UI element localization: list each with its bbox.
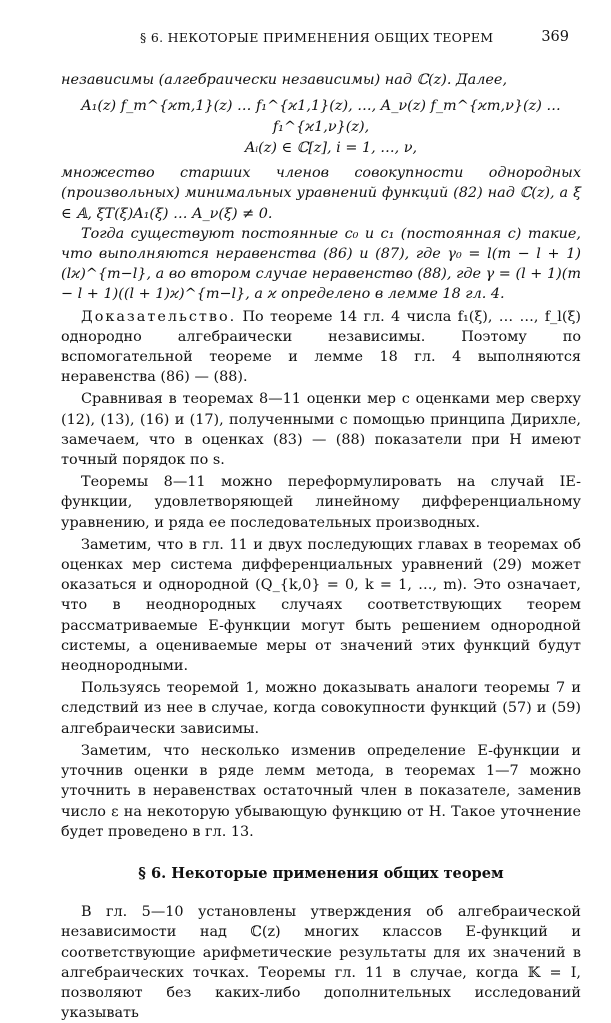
intro-line: независимы (алгебраически независимы) над ℂ(z). Далее, [61,72,508,88]
formula-line-1: A₁(z) f_m^{ϰm,1}(z) … f₁^{ϰ1,1}(z), …, A_ν(z) f_m^{ϰm,ν}(z) … f₁^{ϰ1,ν}(z), [81,98,561,136]
proof-paragraph [61,307,581,388]
formula-line-2: Aᵢ(z) ∈ ℂ[z], i = 1, …, ν, [244,140,418,157]
paragraph-note: Заметим, что в гл. 11 и двух последующих главах в теоремах об оценках мер система дифференциальных уравнений (29) может оказаться и однородной (Q_{k,0} = 0, k = 1, …, m). Это означает, что в неоднородных случаях соответствующих теорем рассматриваемые E-функции могут быть решением однородной системы, а оцениваемые меры от значений этих функций будут неоднородными. [61,536,581,675]
page-header [0,30,611,52]
page-number: 369 [541,29,569,45]
paragraph-analog: Пользуясь теоремой 1, можно доказывать аналоги теоремы 7 и следствий из нее в случае, когда совокупности функций (57) и (59) алгебраически зависимы. [61,680,581,737]
theorem-conclusion: Тогда существуют постоянные c₀ и c₁ (постоянная c) такие, что выполняются неравенства (86) и (87), где γ₀ = l(m − l + 1)(lϰ)^{m−l}, а во втором случае неравенство (88), где γ = (l + 1)(m − l + 1)((l + 1)ϰ)^{m−l}, а ϰ определено в лемме 18 гл. 4. [61,225,581,303]
formula-block [61,96,581,159]
set-definition: множество старших членов совокупности однородных (произвольных) минимальных уравнений функций (82) над ℂ(z), a ξ ∈ 𝔸, ξT(ξ)A₁(ξ) … A_ν(ξ) ≠ 0. [61,165,581,222]
proof-text: По теореме 14 гл. 4 числа f₁(ξ), … …, f_l(ξ) однородно алгебраически независимы. Поэтому по вспомогательной теореме и лемме 18 гл. 4 выполняются неравенства (86) — (88). [61,308,581,386]
section-heading: § 6. Некоторые применения общих теорем [138,864,504,882]
paragraph-compare: Сравнивая в теоремах 8—11 оценки мер с оценками мер сверху (12), (13), (16) и (17), полученными с помощью принципа Дирихле, замечаем, что в оценках (83) — (88) показатели при H имеют точный порядок по s. [61,391,581,469]
paragraph-refine: Заметим, что несколько изменив определение E-функции и уточнив оценки в ряде лемм метода, в теоремах 1—7 можно уточнить в неравенствах остаточный член в показателе, заменив число ε на некоторую убывающую функцию от H. Такое уточнение будет проведено в гл. 13. [61,742,581,840]
page-body [61,70,581,1023]
paragraph-section: В гл. 5—10 установлены утверждения об алгебраической независимости над ℂ(z) многих классов E-функций и соответствующие арифметические результаты для их значений в алгебраических точках. Теоремы гл. 11 в случае, когда 𝕂 = I, позволяют без каких-либо дополнительных исследований указывать [61,904,581,1022]
running-title: § 6. НЕКОТОРЫЕ ПРИМЕНЕНИЯ ОБЩИХ ТЕОРЕМ [140,30,494,45]
paragraph-reformulate: Теоремы 8—11 можно переформулировать на случай IE-функции, удовлетворяющей линейному дифференциальному уравнению, и ряда ее последовательных производных. [61,474,581,531]
proof-label: Доказательство. [81,308,237,325]
